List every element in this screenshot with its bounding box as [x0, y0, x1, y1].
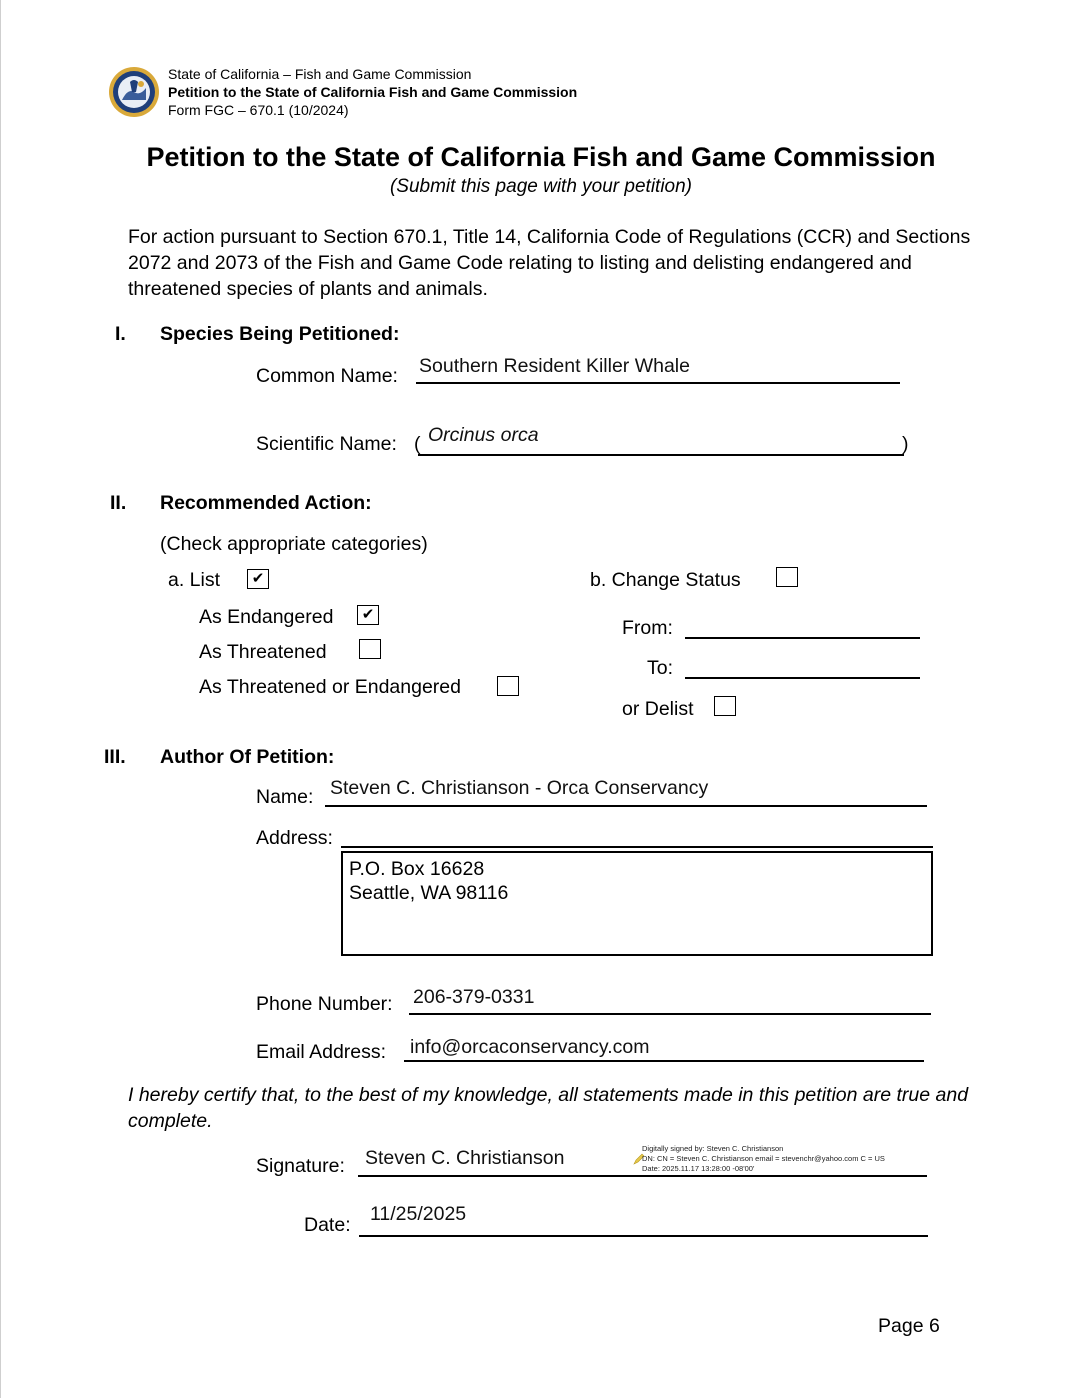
signature-underline [358, 1175, 927, 1177]
section-3-number: III. [104, 746, 126, 768]
common-name-underline [416, 382, 900, 384]
digital-signature-line-2: DN: CN = Steven C. Christianson email = stevenchr@yahoo.com C = US [642, 1154, 885, 1163]
checkmark-icon: ✔ [361, 606, 375, 623]
list-checkbox[interactable] [247, 569, 269, 589]
common-name-value[interactable]: Southern Resident Killer Whale [419, 355, 690, 377]
section-3-title: Author Of Petition: [160, 746, 335, 768]
address-textarea[interactable] [341, 851, 933, 956]
page-number: Page 6 [878, 1315, 940, 1337]
section-1-title: Species Being Petitioned: [160, 323, 400, 345]
california-seal-icon [108, 66, 160, 118]
change-status-checkbox[interactable] [776, 567, 798, 587]
phone-underline [409, 1013, 931, 1015]
check-instruction: (Check appropriate categories) [160, 533, 428, 555]
date-label: Date: [304, 1214, 351, 1236]
author-name-underline [325, 805, 927, 807]
date-value[interactable]: 11/25/2025 [370, 1203, 467, 1225]
to-underline [685, 677, 920, 679]
section-2-number: II. [110, 492, 127, 514]
from-label: From: [622, 617, 673, 639]
digital-signature-line-1: Digitally signed by: Steven C. Christianson [642, 1144, 784, 1153]
from-underline [685, 637, 920, 639]
common-name-label: Common Name: [256, 365, 398, 387]
digital-signature-line-3: Date: 2025.11.17 13:28:00 -08'00' [642, 1164, 755, 1173]
page-title: Petition to the State of California Fish and Game Commission [146, 142, 936, 172]
phone-value[interactable]: 206-379-0331 [413, 986, 535, 1008]
delist-checkbox[interactable] [714, 696, 736, 716]
scientific-name-value[interactable]: Orcinus orca [428, 424, 539, 446]
as-endangered-label: As Endangered [199, 606, 334, 628]
as-threatened-or-endangered-checkbox[interactable] [497, 676, 519, 696]
as-threatened-or-endangered-label: As Threatened or Endangered [199, 676, 461, 698]
checkmark-icon: ✔ [251, 570, 265, 587]
scientific-name-underline [418, 454, 904, 456]
header-form-number: Form FGC – 670.1 (10/2024) [168, 102, 349, 118]
scientific-name-paren-close: ) [902, 433, 909, 455]
author-name-value[interactable]: Steven C. Christianson - Orca Conservancy [330, 777, 709, 799]
date-underline [359, 1235, 928, 1237]
page-edge [0, 0, 1, 1398]
phone-label: Phone Number: [256, 993, 393, 1015]
as-endangered-checkbox[interactable] [357, 605, 379, 625]
intro-paragraph: For action pursuant to Section 670.1, Title 14, California Code of Regulations (CCR) and Sections 2072 and 2073 of the Fish and Game Code relating to listing and delisting endangered and threatened species of plants and animals. [128, 226, 971, 300]
scientific-name-paren-open: ( [414, 433, 421, 455]
digital-signature-stamp [642, 1144, 885, 1174]
as-threatened-checkbox[interactable] [359, 639, 381, 659]
as-threatened-label: As Threatened [199, 641, 327, 663]
email-underline [404, 1060, 924, 1062]
section-2-title: Recommended Action: [160, 492, 372, 514]
scientific-name-label: Scientific Name: [256, 433, 397, 455]
page-subtitle: (Submit this page with your petition) [389, 176, 693, 197]
address-underline [341, 846, 933, 848]
list-label: a. List [168, 569, 221, 591]
to-label: To: [647, 657, 674, 679]
email-value[interactable]: info@orcaconservancy.com [410, 1036, 650, 1058]
section-1-number: I. [115, 323, 126, 345]
author-name-label: Name: [256, 786, 314, 808]
address-line-2: Seattle, WA 98116 [349, 882, 509, 904]
address-label: Address: [256, 827, 333, 849]
change-status-label: b. Change Status [590, 569, 741, 591]
header-agency: State of California – Fish and Game Commission [168, 66, 472, 82]
header-form-title: Petition to the State of California Fish and Game Commission [168, 84, 578, 100]
signature-value[interactable]: Steven C. Christianson [365, 1147, 565, 1169]
email-label: Email Address: [256, 1041, 387, 1063]
address-line-1: P.O. Box 16628 [349, 858, 485, 880]
certification-statement: I hereby certify that, to the best of my knowledge, all statements made in this petition are true and complete. [128, 1084, 969, 1132]
delist-label: or Delist [622, 698, 694, 720]
signature-label: Signature: [256, 1155, 345, 1177]
